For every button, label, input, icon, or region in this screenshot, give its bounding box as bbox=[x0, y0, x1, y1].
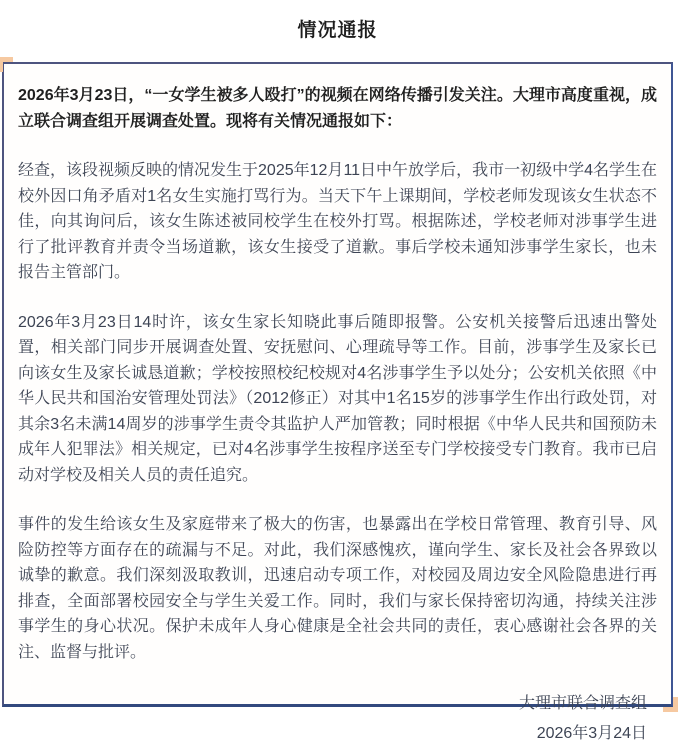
corner-accent-bottom-right bbox=[663, 697, 678, 712]
signature-date: 2026年3月24日 bbox=[536, 725, 647, 742]
signature-organization: 大理市联合调查组 bbox=[518, 695, 647, 712]
corner-accent-top-left bbox=[0, 57, 13, 72]
notice-paragraph-investigation: 经查，该段视频反映的情况发生于2025年12月11日中午放学后，我市一初级中学4名学生在校外因口角矛盾对1名女生实施打骂行为。当天下午上课期间，学校老师发现该女生状态不佳，向其询问后，该女生陈述被同校学生在校外打骂。根据陈述，学校老师对涉事学生进行了批评教育并责令当场道歉，该女生接受了道歉。事后学校未通知涉事学生家长，也未报告主管部门。 bbox=[18, 162, 657, 281]
signature-block bbox=[18, 689, 657, 749]
notice-paragraph-apology: 事件的发生给该女生及家庭带来了极大的伤害，也暴露出在学校日常管理、教育引导、风险防控等方面存在的疏漏与不足。对此，我们深感愧疚，谨向学生、家长及社会各界致以诚挚的歉意。我们深刻汲取教训，迅速启动专项工作，对校园及周边安全风险隐患进行再排查，全面部署校园安全与学生关爱工作。同时，我们与家长保持密切沟通，持续关注涉事学生的身心状况。保护未成年人身心健康是全社会共同的责任，衷心感谢社会各界的关注、监督与批评。 bbox=[18, 516, 657, 661]
notice-box bbox=[2, 62, 673, 742]
page-title: 情况通报 bbox=[297, 20, 378, 41]
notice-paragraph-handling: 2026年3月23日14时许，该女生家长知晓此事后随即报警。公安机关接警后迅速出警处置，相关部门同步开展调查处置、安抚慰问、心理疏导等工作。目前，涉事学生及家长已向该女生及家长诚恳道歉；学校按照校纪校规对4名涉事学生予以处分；公安机关依照《中华人民共和国治安管理处罚法》（2012修正）对其中1名15岁的涉事学生作出行政处罚，对其余3名未满14周岁的涉事学生责令其监护人严加管教；同时根据《中华人民共和国预防未成年人犯罪法》相关规定，已对4名涉事学生按程序送至专门学校接受专门教育。我市已启动对学校及相关人员的责任追究。 bbox=[18, 313, 657, 484]
notice-intro-paragraph: 2026年3月23日，“一女学生被多人殴打”的视频在网络传播引发关注。大理市高度重视，成立联合调查组开展调查处置。现将有关情况通报如下： bbox=[18, 87, 657, 130]
